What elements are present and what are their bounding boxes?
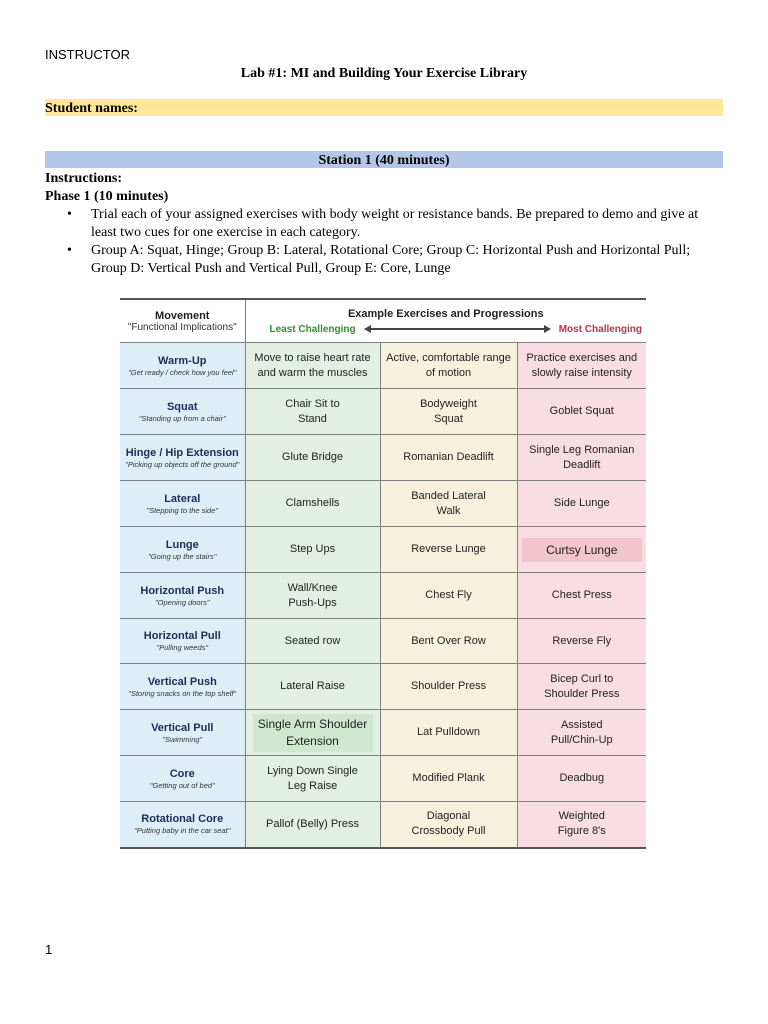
most-challenging-cell: [517, 435, 646, 481]
movement-cell: [120, 710, 245, 756]
examples-header: [245, 299, 646, 343]
most-challenging-cell: Deadbug: [517, 756, 646, 802]
least-challenging-cell: Clamshells: [245, 481, 380, 527]
movement-name: Vertical Pull: [151, 721, 214, 734]
page-title: Lab #1: MI and Building Your Exercise Library: [240, 66, 528, 81]
mid-challenging-cell: Lat Pulldown: [380, 710, 517, 756]
table-row: [120, 389, 646, 435]
mid-text: Bodyweight Squat: [420, 397, 477, 425]
mid-challenging-cell: [380, 802, 517, 848]
movement-implication: "Standing up from a chair": [138, 413, 226, 423]
list-item: [45, 206, 715, 242]
single-arm-highlight: Single Arm Shoulder Extension: [253, 714, 373, 752]
movement-name: Lateral: [164, 492, 201, 505]
most-challenging-cell: Side Lunge: [517, 481, 646, 527]
movement-name: Horizontal Pull: [143, 630, 221, 642]
bullet-icon: •: [67, 207, 72, 222]
mid-text: Banded Lateral Walk: [411, 489, 486, 517]
table-row: [120, 435, 646, 481]
movement-implication: "Going up the stairs": [148, 551, 217, 561]
most-challenging-cell: [517, 527, 646, 573]
table-row: [120, 664, 646, 710]
most-challenging-cell: [517, 664, 646, 710]
movement-cell: [120, 343, 245, 389]
curtsy-lunge-highlight: Curtsy Lunge: [522, 538, 642, 562]
double-arrow-icon: [364, 325, 551, 333]
bullet-text: Trial each of your assigned exercises with body weight or resistance bands. Be prepared to demo and give at least two cues for one exercise in each category.: [91, 207, 699, 240]
least-challenging-cell: Seated row: [245, 619, 380, 664]
most-challenging-cell: [517, 710, 646, 756]
table-header-row: [120, 299, 646, 343]
most-text: Weighted Figure 8's: [557, 810, 606, 838]
mid-challenging-cell: Chest Fly: [380, 573, 517, 619]
table-row: [120, 802, 646, 848]
mid-challenging-cell: Romanian Deadlift: [380, 435, 517, 481]
table-row: [120, 756, 646, 802]
movement-name: Horizontal Push: [140, 584, 225, 597]
least-challenging-cell: [245, 710, 380, 756]
mid-challenging-cell: [380, 481, 517, 527]
page-number: 1: [45, 942, 53, 957]
least-text: Wall/Knee Push-Ups: [287, 581, 338, 609]
movement-implication: "Get ready / check how you feel": [128, 367, 237, 377]
table-row: [120, 710, 646, 756]
movement-cell: [120, 802, 245, 848]
table-row: [120, 573, 646, 619]
station-band: [45, 151, 723, 168]
least-challenging-cell: [245, 573, 380, 619]
movement-cell: [120, 481, 245, 527]
instructions-list: [45, 206, 715, 278]
movement-header: [120, 299, 245, 343]
most-challenging-cell: Practice exercises and slowly raise intensity: [517, 343, 646, 389]
most-challenging-cell: Goblet Squat: [517, 389, 646, 435]
movement-cell: [120, 389, 245, 435]
movement-cell: [120, 573, 245, 619]
examples-header-label: Example Exercises and Progressions: [347, 307, 544, 320]
mid-challenging-cell: Active, comfortable range of motion: [380, 343, 517, 389]
station-label: Station 1 (40 minutes): [318, 153, 450, 168]
least-challenging-cell: Pallof (Belly) Press: [245, 802, 380, 848]
movement-cell: [120, 619, 245, 664]
movement-implication: "Picking up objects off the ground": [125, 459, 240, 469]
least-challenging-cell: Move to raise heart rate and warm the muscles: [245, 343, 380, 389]
movement-cell: [120, 435, 245, 481]
least-text: Chair Sit to Stand: [285, 397, 340, 425]
table-row: [120, 481, 646, 527]
least-challenging-cell: [245, 389, 380, 435]
least-challenging-cell: Step Ups: [245, 527, 380, 573]
table-row: [120, 619, 646, 664]
mid-challenging-cell: [380, 389, 517, 435]
functional-header-label: "Functional Implications": [127, 321, 237, 333]
mid-challenging-cell: Shoulder Press: [380, 664, 517, 710]
least-challenging-cell: Lateral Raise: [245, 664, 380, 710]
student-names-band: [45, 99, 723, 116]
movement-name: Squat: [166, 400, 198, 413]
movement-implication: "Stepping to the side": [146, 505, 219, 515]
most-challenging-cell: [517, 802, 646, 848]
movement-name: Warm-Up: [158, 354, 207, 367]
table-row: [120, 343, 646, 389]
most-text: Bicep Curl to Shoulder Press: [544, 672, 620, 700]
movement-implication: "Storing snacks on the top shelf": [128, 688, 237, 698]
movement-name: Rotational Core: [141, 813, 224, 826]
least-challenging-cell: Glute Bridge: [245, 435, 380, 481]
movement-implication: "Pulling weeds": [156, 643, 209, 652]
bullet-text: Group A: Squat, Hinge; Group B: Lateral, Rotational Core; Group C: Horizontal Push and Horizontal Pull; Group D: Vertical Push and Vertical Pull, Group E: Core, Lunge: [91, 243, 691, 276]
most-text: Single Leg Romanian Deadlift: [529, 443, 635, 471]
bullet-icon: •: [67, 243, 72, 258]
list-item: [45, 242, 715, 278]
most-challenging-label: Most Challenging: [558, 323, 643, 335]
least-text: Lying Down Single Leg Raise: [267, 764, 358, 792]
movement-implication: "Getting out of bed": [149, 780, 215, 790]
phase-heading: Phase 1 (10 minutes): [45, 189, 169, 204]
mid-challenging-cell: Modified Plank: [380, 756, 517, 802]
movement-implication: "Opening doors": [154, 597, 210, 607]
movement-name: Lunge: [165, 538, 199, 551]
movement-implication: "Swimming": [162, 734, 203, 744]
challenge-scale: [246, 324, 647, 335]
movement-cell: [120, 664, 245, 710]
movement-name: Vertical Push: [147, 675, 217, 688]
instructions-heading: Instructions:: [45, 171, 123, 186]
movement-cell: [120, 756, 245, 802]
instructor-label: INSTRUCTOR: [45, 47, 130, 62]
movement-name: Core: [169, 767, 195, 780]
mid-text: Diagonal Crossbody Pull: [411, 810, 486, 838]
movement-header-label: Movement: [155, 309, 210, 322]
least-challenging-cell: [245, 756, 380, 802]
student-names-label: Student names:: [45, 101, 138, 116]
movement-cell: [120, 527, 245, 573]
mid-challenging-cell: Bent Over Row: [380, 619, 517, 664]
mid-challenging-cell: Reverse Lunge: [380, 527, 517, 573]
exercise-table: [120, 298, 646, 849]
movement-name: Hinge / Hip Extension: [125, 446, 239, 459]
most-challenging-cell: Chest Press: [517, 573, 646, 619]
movement-implication: "Putting baby in the car seat": [134, 826, 231, 836]
least-challenging-label: Least Challenging: [269, 323, 356, 335]
table-row: [120, 527, 646, 573]
most-challenging-cell: Reverse Fly: [517, 619, 646, 664]
most-text: Assisted Pull/Chin-Up: [550, 718, 613, 746]
